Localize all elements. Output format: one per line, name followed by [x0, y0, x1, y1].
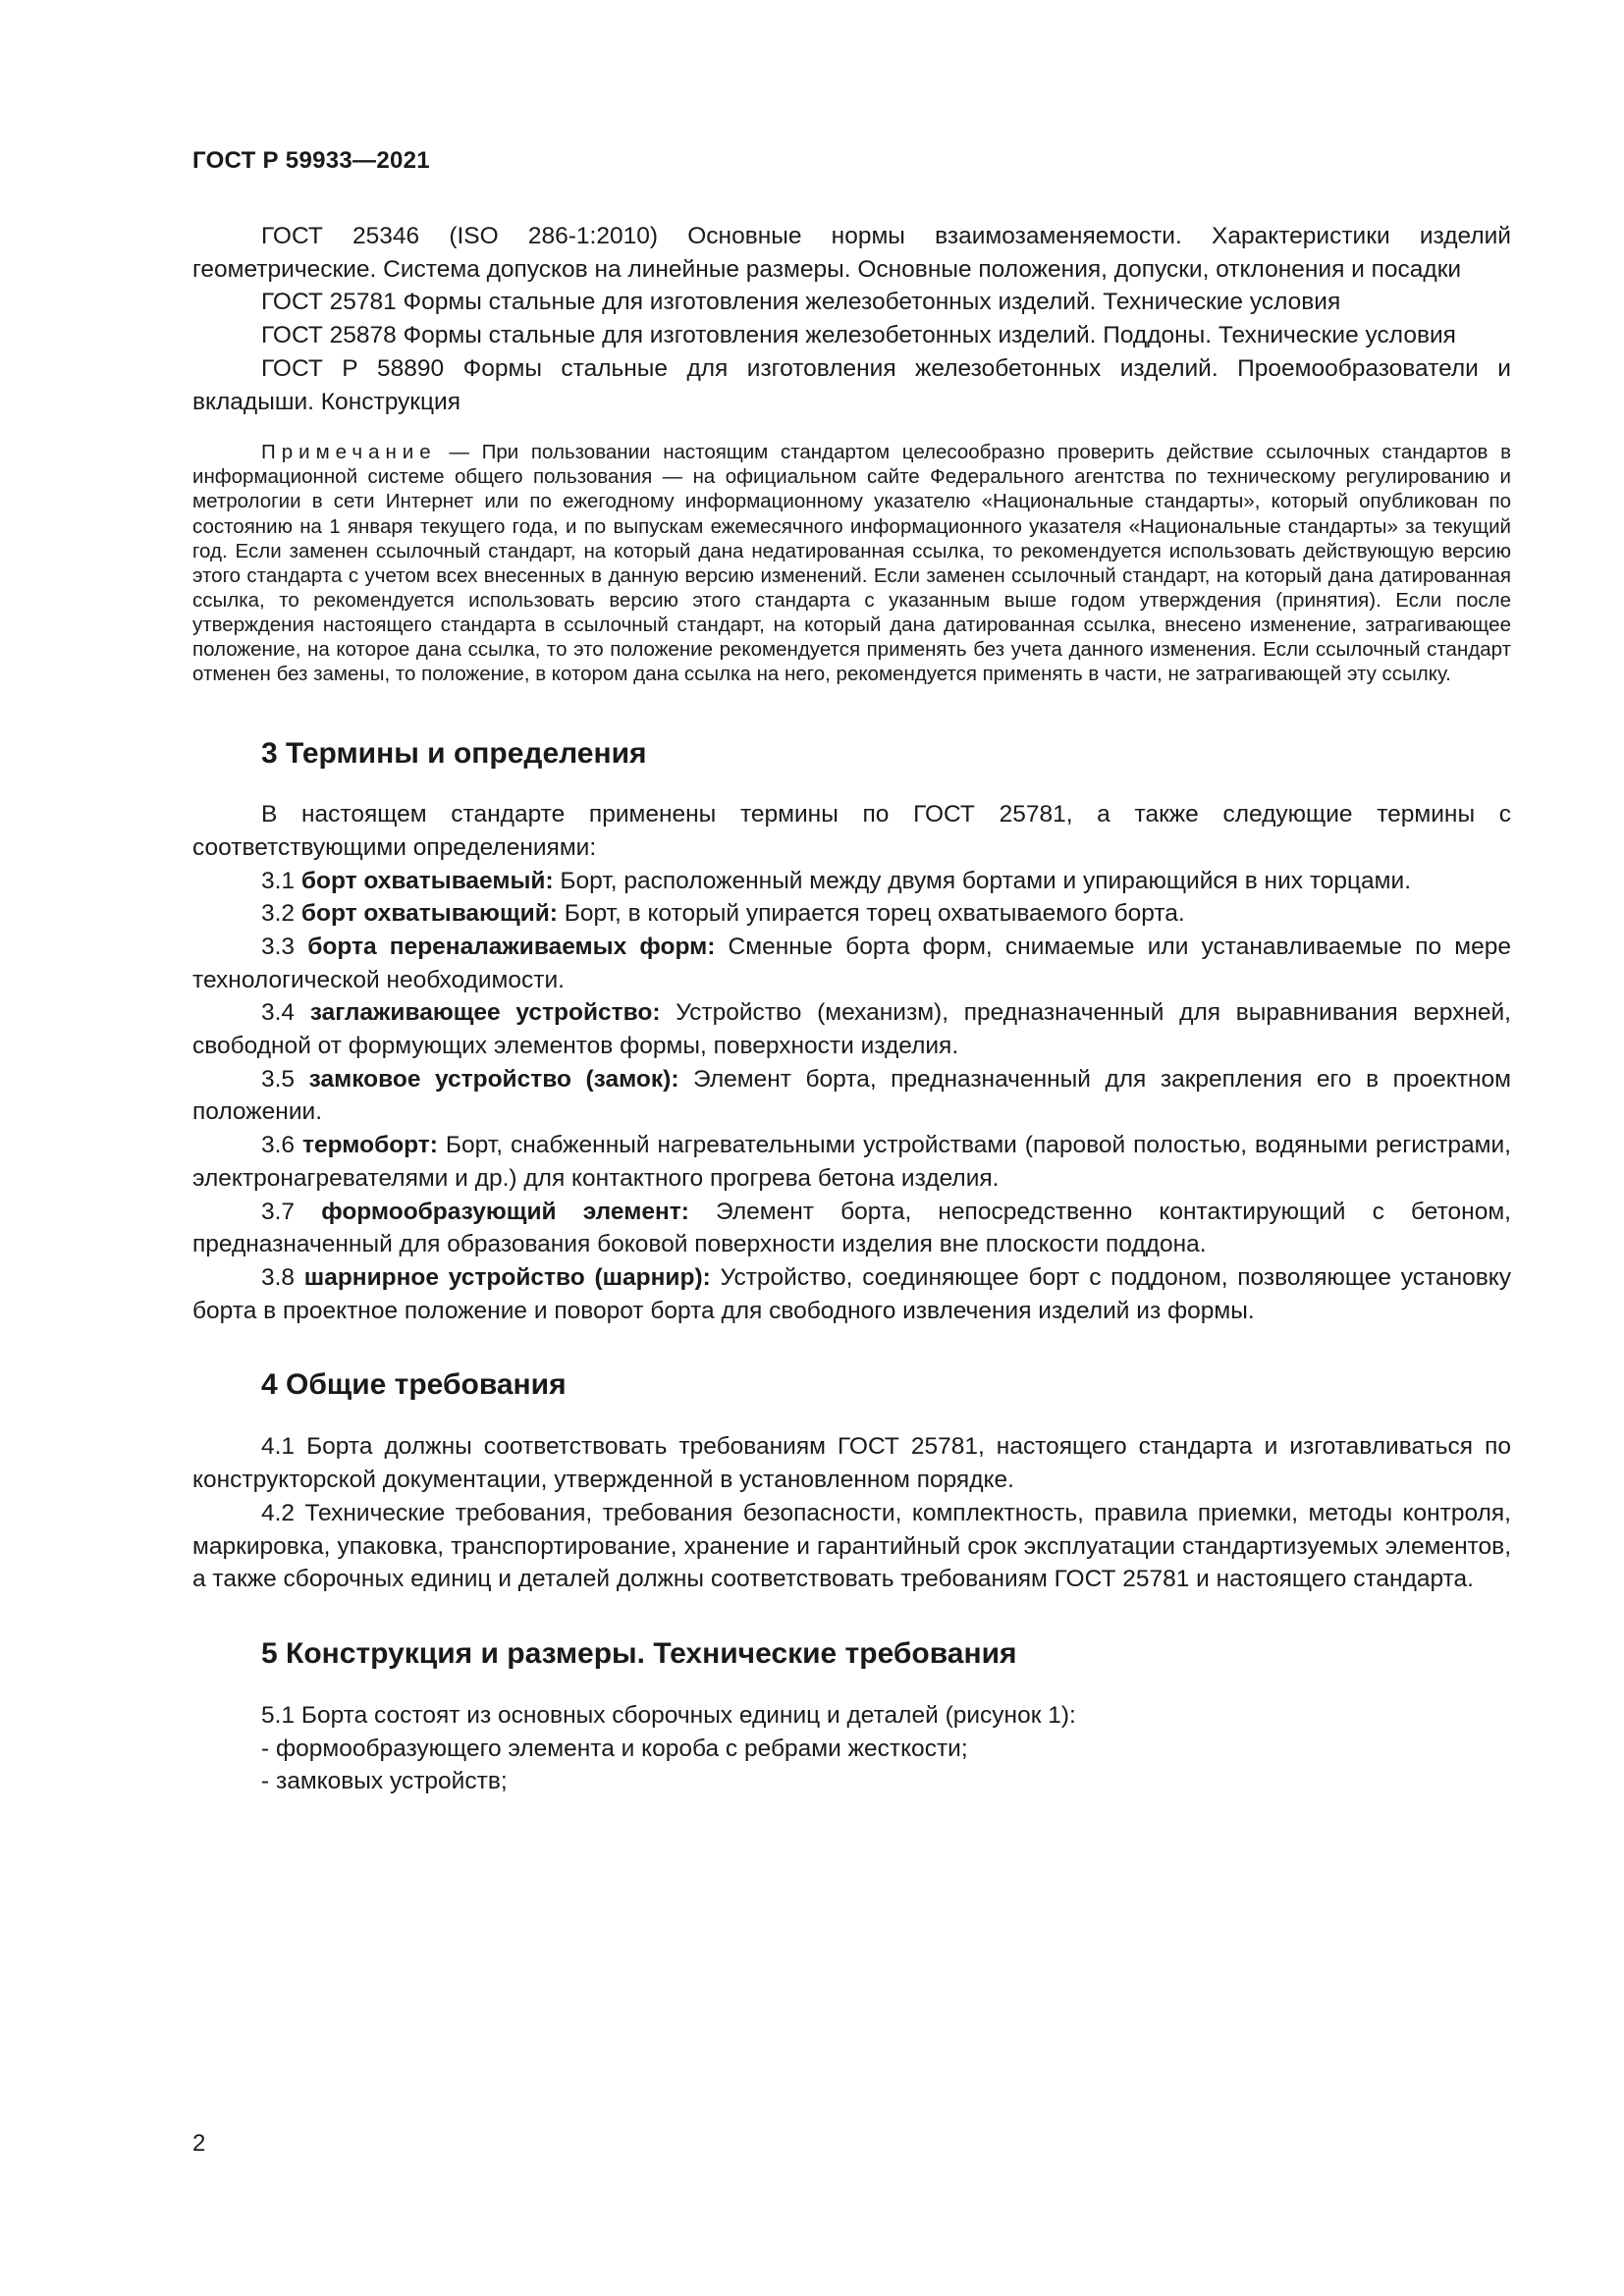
section-4-paragraph: 4.1 Борта должны соответствовать требованиям ГОСТ 25781, настоящего стандарта и изготавливаться по конструкторской документации, утвержденной в установленном порядке.: [192, 1433, 1511, 1494]
term-name: заглаживающее устройство:: [309, 999, 661, 1027]
section-3-intro: В настоящем стандарте применены термины по ГОСТ 25781, а также следующие термины с соответствующими определениями:: [192, 801, 1511, 861]
term-name: борт охватываемый:: [300, 867, 554, 894]
note-label: Примечание: [261, 441, 437, 464]
term-name: шарнирное устройство (шарнир):: [303, 1264, 711, 1291]
term-name: формообразующий элемент:: [321, 1198, 689, 1225]
list-item: - формообразующего элемента и короба с ребрами жесткости;: [261, 1735, 968, 1762]
term-entry: 3.4 заглаживающее устройство: Устройство (механизм), предназначенный для выравнивания верхней, свободной от формующих элементов формы, поверхности изделия.: [192, 999, 1511, 1060]
note-text: — При пользовании настоящим стандартом целесообразно проверить действие ссылочных стандартов в информационной системе общего пользования — на официальном сайте Федерального агентства по техническому регулированию и метрологии в сети Интернет или по ежегодному информационному указателю «Национальные стандарты», который опубликован по состоянию на 1 января текущего года, и по выпускам ежемесячного информационного указателя «Национальные стандарты» за текущий год. Если заменен ссылочный стандарт, на который дана недатированная ссылка, то рекомендуется использовать действующую версию этого стандарта с учетом всех внесенных в данную версию изменений. Если заменен ссылочный стандарт, на который дана датированная ссылка, то рекомендуется использовать версию этого стандарта с указанным выше годом утверждения (принятия). Если после утверждения настоящего стандарта в ссылочный стандарт, на который дана датированная ссылка, внесено изменение, затрагивающее положение, на которое дана ссылка, то это положение рекомендуется применять без учета данного изменения. Если ссылочный стандарт отменен без замены, то положение, в котором дана ссылка на него, рекомендуется применять в части, не затрагивающей эту ссылку.: [192, 441, 1511, 686]
term-entry: 3.7 формообразующий элемент: Элемент борта, непосредственно контактирующий с бетоном, предназначенный для образования боковой поверхности изделия вне плоскости поддона.: [192, 1198, 1511, 1258]
term-entry: 3.6 термоборт: Борт, снабженный нагревательными устройствами (паровой полостью, водяными регистрами, электронагревателями и др.) для контактного прогрева бетона изделия.: [192, 1132, 1511, 1192]
ref-paragraph: ГОСТ 25781 Формы стальные для изготовления железобетонных изделий. Технические условия: [261, 289, 1341, 316]
term-name: замковое устройство (замок):: [308, 1065, 679, 1093]
ref-paragraph: ГОСТ 25346 (ISO 286-1:2010) Основные нормы взаимозаменяемости. Характеристики изделий геометрические. Система допусков на линейные размеры. Основные положения, допуски, отклонения и посадки: [192, 223, 1511, 283]
term-name: борта переналаживаемых форм:: [307, 933, 716, 960]
section-3-heading: 3 Термины и определения: [261, 737, 647, 771]
section-5-paragraph: 5.1 Борта состоят из основных сборочных единиц и деталей (рисунок 1):: [261, 1701, 1076, 1729]
section-4-heading: 4 Общие требования: [261, 1368, 567, 1402]
term-entry: 3.2 борт охватывающий: Борт, в который упирается торец охватываемого борта.: [261, 900, 1185, 928]
ref-paragraph: ГОСТ 25878 Формы стальные для изготовления железобетонных изделий. Поддоны. Технические условия: [261, 322, 1456, 349]
term-name: термоборт:: [302, 1132, 438, 1159]
section-5-heading: 5 Конструкция и размеры. Технические требования: [261, 1636, 1017, 1670]
page-number: 2: [192, 2130, 206, 2157]
note-paragraph: [192, 440, 1511, 686]
term-entry: 3.8 шарнирное устройство (шарнир): Устройство, соединяющее борт с поддоном, позволяющее установку борта в проектное положение и поворот борта для свободного извлечения изделий из формы.: [192, 1264, 1511, 1324]
term-entry: 3.5 замковое устройство (замок): Элемент борта, предназначенный для закрепления его в проектном положении.: [192, 1065, 1511, 1126]
term-name: борт охватывающий:: [300, 900, 558, 928]
doc-header: ГОСТ Р 59933—2021: [192, 147, 430, 174]
section-4-paragraph: 4.2 Технические требования, требования безопасности, комплектность, правила приемки, методы контроля, маркировка, упаковка, транспортирование, хранение и гарантийный срок эксплуатации стандартизуемых элементов, а также сборочных единиц и деталей должны соответствовать требованиям ГОСТ 25781 и настоящего стандарта.: [192, 1499, 1511, 1593]
page-content: [192, 220, 1511, 1798]
ref-paragraph: ГОСТ Р 58890 Формы стальные для изготовления железобетонных изделий. Проемообразователи и вкладыши. Конструкция: [192, 354, 1511, 415]
list-item: - замковых устройств;: [261, 1768, 508, 1795]
term-entry: 3.3 борта переналаживаемых форм: Сменные борта форм, снимаемые или устанавливаемые по мере технологической необходимости.: [192, 933, 1511, 993]
term-entry: 3.1 борт охватываемый: Борт, расположенный между двумя бортами и упирающийся в них торцами.: [261, 867, 1412, 894]
